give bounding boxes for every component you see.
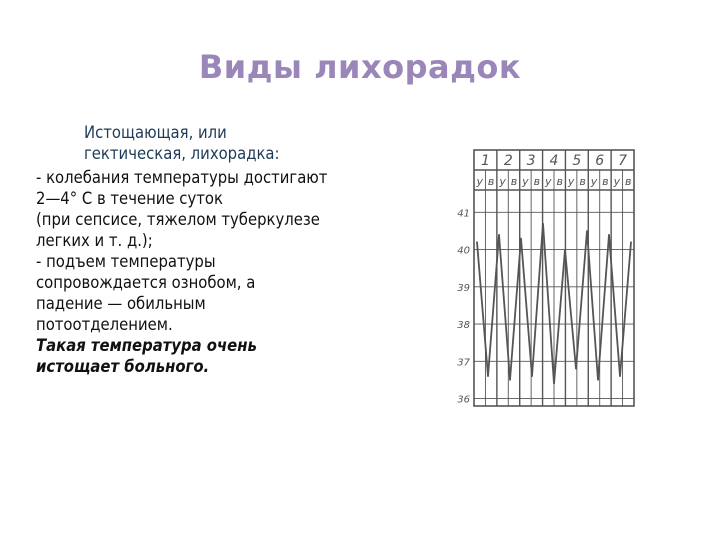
temperature-point [608, 234, 610, 236]
temperature-point [520, 238, 522, 240]
subcolumn-label: в [625, 175, 632, 188]
text-line: - подъем температуры [36, 252, 216, 271]
text-block [36, 122, 416, 377]
paragraph-temperature-fluctuation [36, 167, 416, 209]
subcolumn-label: в [579, 175, 586, 188]
subcolumn-label: в [556, 175, 563, 188]
y-tick-label: 36 [457, 394, 470, 406]
day-label: 5 [572, 153, 582, 169]
temperature-point [476, 241, 478, 243]
day-label: 6 [595, 153, 605, 169]
subcolumn-label: у [567, 175, 575, 188]
slide-title: Виды лихорадок [198, 48, 522, 86]
text-line: падение — обильным [36, 294, 206, 313]
paragraph-conclusion [36, 335, 416, 377]
subcolumn-label: у [499, 175, 506, 188]
subcolumn-label: у [613, 175, 621, 188]
heading-line: Истощающая, или [84, 123, 227, 142]
subcolumn-label: в [602, 175, 609, 188]
temperature-point [553, 383, 555, 385]
paragraph-causes [36, 209, 416, 251]
temperature-point [575, 368, 577, 370]
y-tick-label: 38 [457, 320, 470, 332]
temperature-chart-svg [446, 142, 642, 418]
text-line: (при сепсисе, тяжелом туберкулезе [36, 210, 320, 229]
subcolumn-label: у [545, 175, 552, 188]
text-line: сопровождается ознобом, а [36, 273, 256, 292]
text-line: легких и т. д.); [36, 231, 153, 250]
subcolumn-label: в [487, 175, 495, 188]
temperature-point [542, 223, 544, 225]
day-label: 3 [526, 153, 536, 169]
paragraph-symptoms [36, 251, 416, 335]
subcolumn-label: у [476, 175, 483, 188]
text-line: Такая температура очень [36, 336, 257, 355]
subcolumn-label: у [522, 175, 529, 188]
temperature-point [487, 375, 489, 377]
day-label: 2 [503, 153, 513, 169]
temperature-point [597, 379, 599, 381]
temperature-point [619, 375, 621, 377]
day-label: 4 [549, 153, 559, 169]
temperature-point [586, 230, 588, 232]
temperature-chart [446, 142, 642, 418]
day-label: 7 [618, 153, 628, 169]
heading-line: гектическая, лихорадка: [84, 144, 280, 163]
temperature-point [564, 249, 566, 251]
y-tick-label: 37 [457, 357, 470, 369]
temperature-point [630, 241, 632, 243]
text-line: истощает больного. [36, 357, 210, 376]
temperature-point [531, 375, 533, 377]
fever-type-heading [72, 122, 416, 164]
text-line: 2—4° С в течение суток [36, 189, 223, 208]
text-line: - колебания температуры достигают [36, 168, 328, 187]
temperature-point [509, 379, 511, 381]
subcolumn-label: в [510, 175, 518, 188]
text-line: потоотделением. [36, 315, 173, 334]
subcolumn-label: в [533, 175, 541, 188]
subcolumn-label: у [590, 175, 598, 188]
y-tick-label: 41 [457, 208, 470, 220]
y-tick-label: 40 [457, 245, 470, 257]
temperature-point [498, 234, 500, 236]
day-label: 1 [480, 153, 490, 169]
y-tick-label: 39 [457, 282, 470, 294]
